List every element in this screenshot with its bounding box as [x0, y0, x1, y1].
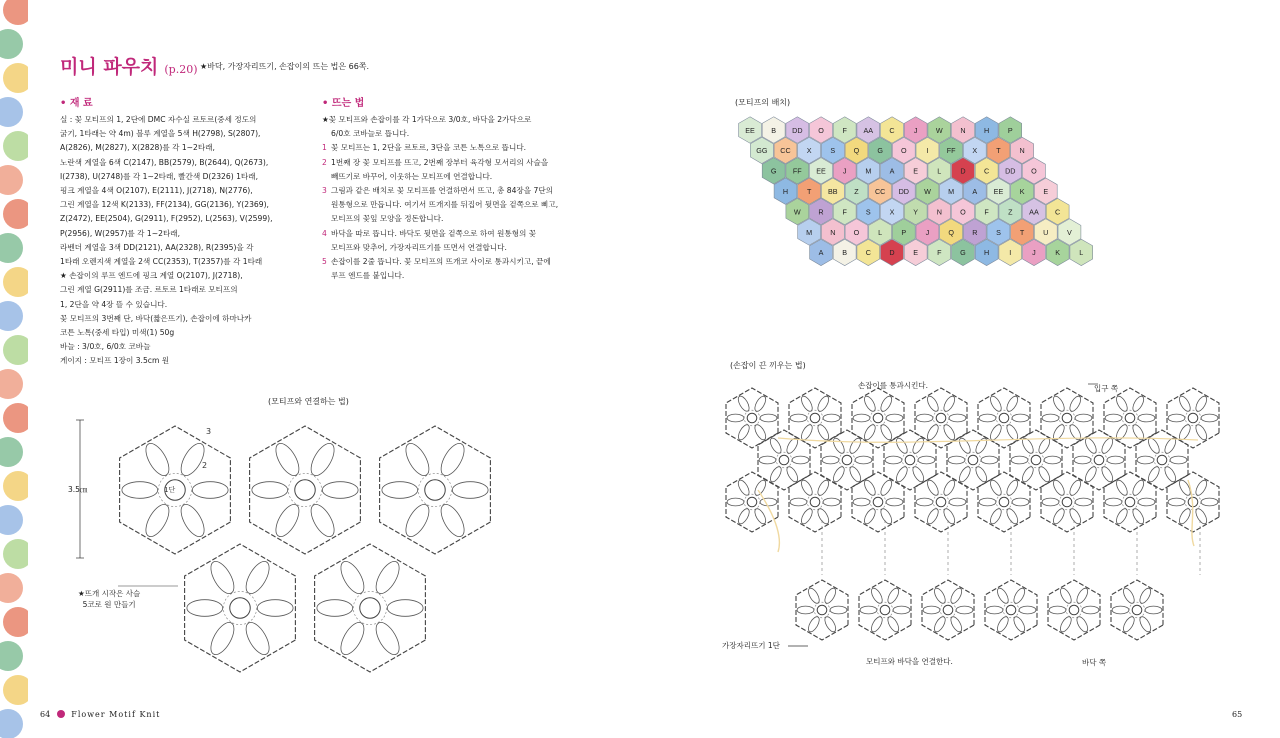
layout-hex-label: FF — [792, 166, 802, 176]
yarn-petal — [0, 437, 23, 467]
method-step-line — [322, 241, 582, 255]
layout-hex-label: V — [1067, 227, 1072, 237]
label-opening-side: 입구 쪽 — [1094, 384, 1119, 393]
layout-hex-label: E — [913, 248, 919, 258]
layout-hex-label: T — [806, 187, 812, 196]
layout-hex-label: W — [793, 207, 801, 217]
step-text: 꽃 모티프는 1, 2단을 르토르, 3단을 코튼 노톡으로 뜹니다. — [331, 143, 527, 153]
round-label: 2 — [202, 461, 208, 470]
layout-hex-label: H — [782, 187, 789, 196]
materials-line: I(2738), U(2748)를 각 1~2타래, 빨간색 D(2326) 1타래, — [60, 171, 258, 181]
yarn-petal — [3, 607, 28, 637]
materials-line: 그린 계열을 12색 K(2133), FF(2134), GG(2136), Y(2369), — [60, 200, 269, 210]
method-step-line — [322, 184, 582, 198]
layout-hex-label: O — [1031, 166, 1037, 176]
layout-hex-label: AA — [863, 125, 874, 135]
method-intro-line: 6/0호 코바늘로 뜹니다. — [331, 129, 410, 139]
yarn-petal — [0, 97, 23, 127]
step-text: 모티프의 꽃잎 모양을 정돈합니다. — [331, 214, 444, 224]
method-intro-line: ★꽃 모티프와 손잡이를 각 1가닥으로 3/0호, 바닥을 2가닥으로 — [322, 115, 532, 124]
layout-hex-label: P — [1007, 125, 1013, 135]
layout-hex-label: EE — [745, 125, 755, 135]
layout-hex-label: GG — [756, 146, 768, 156]
join-diagram-caption: (모티프와 연결하는 법) — [268, 397, 349, 406]
yarn-petal — [0, 709, 23, 738]
layout-hex-label: M — [865, 166, 872, 176]
layout-hex-label: S — [865, 207, 871, 217]
layout-hex-label: R — [972, 227, 978, 237]
materials-line: P(2956), W(2957)를 각 1~2타래, — [60, 228, 181, 238]
layout-hex-label: B — [842, 248, 848, 258]
yarn-petal — [0, 29, 23, 59]
step-text: 손잡이를 2줄 뜹니다. 꽃 모티프의 뜨개코 사이로 통과시키고, 끝에 — [331, 257, 551, 267]
layout-hex-label: D — [960, 166, 966, 176]
step-text: 빼뜨기로 바꾸어, 이웃하는 모티프에 연결합니다. — [331, 171, 493, 181]
layout-hex-label: R — [818, 207, 824, 217]
layout-hex-label: D — [889, 248, 895, 258]
yarn-petal — [3, 0, 28, 25]
layout-hex-label: Q — [948, 227, 954, 237]
layout-hex-label: L — [878, 227, 883, 237]
layout-hex-label: I — [1009, 248, 1012, 258]
layout-hex-label: X — [972, 146, 978, 156]
layout-hex-label: N — [936, 207, 942, 217]
materials-line: A(2826), M(2827), X(2828)를 각 1~2타래, — [60, 143, 215, 153]
layout-hex-label: EE — [816, 166, 826, 176]
method-step-line — [322, 212, 582, 226]
label-pass-handle: 손잡이를 통과시킨다. — [858, 381, 928, 390]
yarn-petal — [0, 233, 23, 263]
yarn-petal — [3, 471, 28, 501]
layout-hex-label: F — [842, 125, 847, 135]
layout-hex-label: T — [1019, 227, 1025, 237]
layout-hex-label: C — [865, 248, 871, 258]
layout-hex-label: O — [853, 227, 860, 237]
materials-line: 1타래 오렌지색 계열을 2색 CC(2353), T(2357)를 각 1타래 — [60, 257, 263, 267]
layout-hex-label: B — [771, 125, 777, 135]
step-number: 2 — [322, 157, 327, 167]
layout-hex-label: M — [806, 227, 813, 237]
layout-hex-label: Z — [1008, 207, 1013, 217]
materials-line: 코튼 노톡(중세 타입) 미색(1) 50g — [60, 328, 175, 338]
materials-heading: • 재 료 — [60, 98, 93, 109]
layout-hex-label: N — [960, 125, 966, 135]
method-steps — [322, 113, 582, 283]
motif-symbol — [380, 426, 491, 554]
handle-caption: (손잡이 끈 끼우는 법) — [730, 361, 806, 370]
layout-hex-label: DD — [1005, 166, 1016, 176]
layout-hex-label: P — [901, 227, 907, 237]
motif-symbol — [726, 388, 778, 448]
label-bottom-side: 바닥 쪽 — [1082, 658, 1107, 667]
motif-symbol — [1111, 580, 1163, 640]
layout-hex-label: C — [984, 166, 990, 176]
step-number: 5 — [322, 257, 327, 267]
method-step-line — [322, 255, 582, 269]
layout-hex-label: J — [1032, 248, 1036, 258]
layout-hex-label: X — [889, 207, 895, 217]
method-step-line — [322, 141, 582, 155]
yarn-petal — [0, 573, 23, 603]
layout-hex-label: J — [842, 166, 847, 176]
page-title: 미니 파우치 (p.20) — [60, 56, 198, 78]
round-label: 3 — [206, 427, 212, 436]
yarn-petal — [3, 403, 28, 433]
yarn-petal — [0, 301, 23, 331]
method-step-line — [322, 170, 582, 184]
label-edge-round: 가장자리뜨기 1단 — [722, 641, 780, 650]
layout-hex-label: N — [1019, 146, 1025, 156]
layout-hex-label: F — [842, 207, 847, 217]
layout-hex-label: CC — [874, 187, 886, 196]
motif-layout-diagram — [728, 112, 1208, 312]
layout-hex-label: DD — [792, 125, 803, 135]
layout-hex-label: O — [818, 125, 824, 135]
layout-hex-label: F — [984, 207, 989, 217]
flower-bullet-icon — [57, 710, 65, 718]
layout-hex-label: A — [889, 166, 895, 176]
step-number: 3 — [322, 186, 327, 196]
motif-symbol — [796, 580, 848, 640]
book-title: Flower Motif Knit — [71, 710, 161, 719]
motif-symbol — [922, 580, 974, 640]
left-page-number: 64 — [40, 710, 51, 719]
yarn-petal — [0, 369, 23, 399]
step-number: 4 — [322, 228, 327, 238]
round-label: 1단 — [164, 486, 176, 494]
method-step-line — [322, 269, 582, 283]
materials-line: 핑크 계열을 4색 O(2107), E(2111), J(2718), N(2776), — [60, 186, 253, 196]
motif-symbol — [1048, 580, 1100, 640]
layout-hex-label: A — [972, 187, 978, 196]
yarn-petal — [3, 267, 28, 297]
layout-hex-label: W — [935, 125, 943, 135]
layout-hex-label: G — [770, 166, 777, 176]
layout-hex-label: K — [1019, 187, 1025, 196]
motif-symbol — [250, 426, 361, 554]
step-text: 원통형으로 만듭니다. 여기서 뜨개지를 뒤집어 뒷면을 겉쪽으로 삐고, — [331, 200, 559, 210]
motif-symbol — [185, 544, 296, 672]
materials-line: 게이지 : 모티프 1장이 3.5cm 원 — [60, 356, 170, 366]
layout-hex-label: FF — [946, 146, 956, 156]
layout-hex-label: T — [996, 146, 1001, 156]
materials-line: 라벤더 계열을 3색 DD(2121), AA(2328), R(2395)을 각 — [60, 242, 254, 252]
layout-hex-label: Z — [854, 187, 859, 196]
layout-hex-label: H — [984, 125, 990, 135]
layout-hex-label: G — [960, 248, 966, 258]
layout-hex-label: J — [913, 125, 918, 135]
layout-hex-label: L — [937, 166, 942, 176]
yarn-petal — [3, 335, 28, 365]
layout-caption: (모티프의 배치) — [735, 98, 791, 107]
start-note: ★뜨개 시작은 사슬 5코로 원 만들기 — [78, 589, 141, 609]
method-step-line — [322, 198, 582, 212]
materials-line: 바늘 : 3/0호, 6/0호 코바늘 — [60, 342, 151, 352]
method-heading: • 뜨는 법 — [322, 98, 365, 109]
motif-join-diagram — [60, 408, 520, 698]
layout-hex-label: CC — [780, 146, 791, 156]
motif-symbol — [985, 580, 1037, 640]
top-note: ★바닥, 가장자리뜨기, 손잡이의 뜨는 법은 66쪽. — [200, 62, 370, 71]
label-join-bottom: 모티프와 바닥을 연결한다. — [866, 657, 953, 666]
yarn-petal — [3, 539, 28, 569]
right-page-number: 65 — [1232, 710, 1243, 719]
layout-hex-label: N — [830, 227, 836, 237]
page-reference: (p.20) — [164, 63, 198, 76]
materials-line: 실 : 꽃 모티프의 1, 2단에 DMC 자수실 르토르(중세 정도의 — [60, 115, 257, 124]
footer-left — [40, 710, 160, 719]
yarn-petal — [0, 505, 23, 535]
step-text: 루프 엔드를 붙입니다. — [331, 271, 405, 281]
step-text: 그림과 같은 배치로 꽃 모티프를 연결하면서 뜨고, 총 84장을 7단의 — [331, 186, 554, 196]
layout-hex-label: O — [901, 146, 907, 156]
layout-hex-label: AA — [1029, 207, 1039, 217]
yarn-petal — [0, 165, 23, 195]
layout-hex-label: X — [806, 146, 812, 156]
materials-list — [60, 113, 282, 369]
motif-symbol — [315, 544, 426, 672]
layout-hex-label: K — [1055, 248, 1061, 258]
dimension-label: 3.5㎝ — [68, 485, 88, 494]
step-text: 바닥을 따로 뜹니다. 바닥도 뒷면을 겉쪽으로 하여 원통형의 꽃 — [331, 228, 537, 238]
layout-hex-label: E — [913, 166, 919, 176]
layout-hex-label: M — [948, 187, 955, 196]
layout-hex-label: S — [996, 227, 1001, 237]
materials-line: 1, 2단을 약 4장 뜰 수 있습니다. — [60, 299, 168, 309]
materials-line: Z(2472), EE(2504), G(2911), F(2952), L(2563), V(2599), — [60, 214, 273, 224]
yarn-petal — [3, 675, 28, 705]
motif-symbol — [859, 580, 911, 640]
step-text: 모티프와 맞추어, 가장자리뜨기를 뜨면서 연결합니다. — [331, 242, 507, 252]
layout-hex-label: EE — [993, 187, 1004, 196]
materials-line: 굵기, 1타래는 약 4m) 블루 계열을 5색 H(2798), S(2807), — [60, 129, 261, 139]
layout-hex-label: J — [925, 227, 930, 237]
materials-line: 꽃 모티프의 3번째 단, 바닥(짧은뜨기), 손잡이에 하마나카 — [60, 313, 252, 323]
yarn-petal — [3, 131, 28, 161]
method-step-line — [322, 156, 582, 170]
layout-hex-label: H — [984, 248, 990, 258]
materials-line: 노란색 계열을 6색 C(2147), BB(2579), B(2644), Q(2673), — [60, 157, 269, 167]
layout-hex-label: W — [924, 187, 931, 196]
method-step-line — [322, 227, 582, 241]
yarn-petal — [3, 63, 28, 93]
layout-hex-label: Y — [913, 207, 919, 217]
layout-hex-label: E — [1043, 187, 1049, 196]
layout-hex-label: A — [818, 248, 824, 258]
layout-hex-label: Q — [853, 146, 860, 156]
layout-hex-label: L — [1079, 248, 1084, 258]
layout-hex-label: DD — [898, 187, 910, 196]
yarn-border-decoration — [0, 0, 28, 738]
layout-hex-label: C — [889, 125, 895, 135]
layout-hex-label: I — [926, 146, 929, 156]
yarn-petal — [3, 199, 28, 229]
layout-hex-label: O — [960, 207, 966, 217]
layout-hex-label: G — [877, 146, 883, 156]
layout-hex-label: U — [1043, 227, 1049, 237]
materials-line: 그린 계열 G(2911)를 조금. 르토르 1타래로 모티프의 — [60, 285, 238, 295]
yarn-petal — [0, 641, 23, 671]
step-number: 1 — [322, 143, 327, 153]
handle-threading-diagram — [718, 370, 1248, 680]
layout-hex-label: BB — [828, 187, 838, 196]
materials-line: ★ 손잡이의 루프 엔드에 핑크 계열 O(2107), J(2718), — [60, 271, 243, 281]
layout-hex-label: S — [830, 146, 836, 156]
step-text: 1번째 장 꽃 모티프를 뜨고, 2번째 장부터 육각형 모서리의 사슬을 — [331, 157, 549, 167]
layout-hex-label: C — [1055, 207, 1061, 217]
layout-hex-label: F — [937, 248, 942, 258]
motif-symbol — [726, 472, 778, 532]
